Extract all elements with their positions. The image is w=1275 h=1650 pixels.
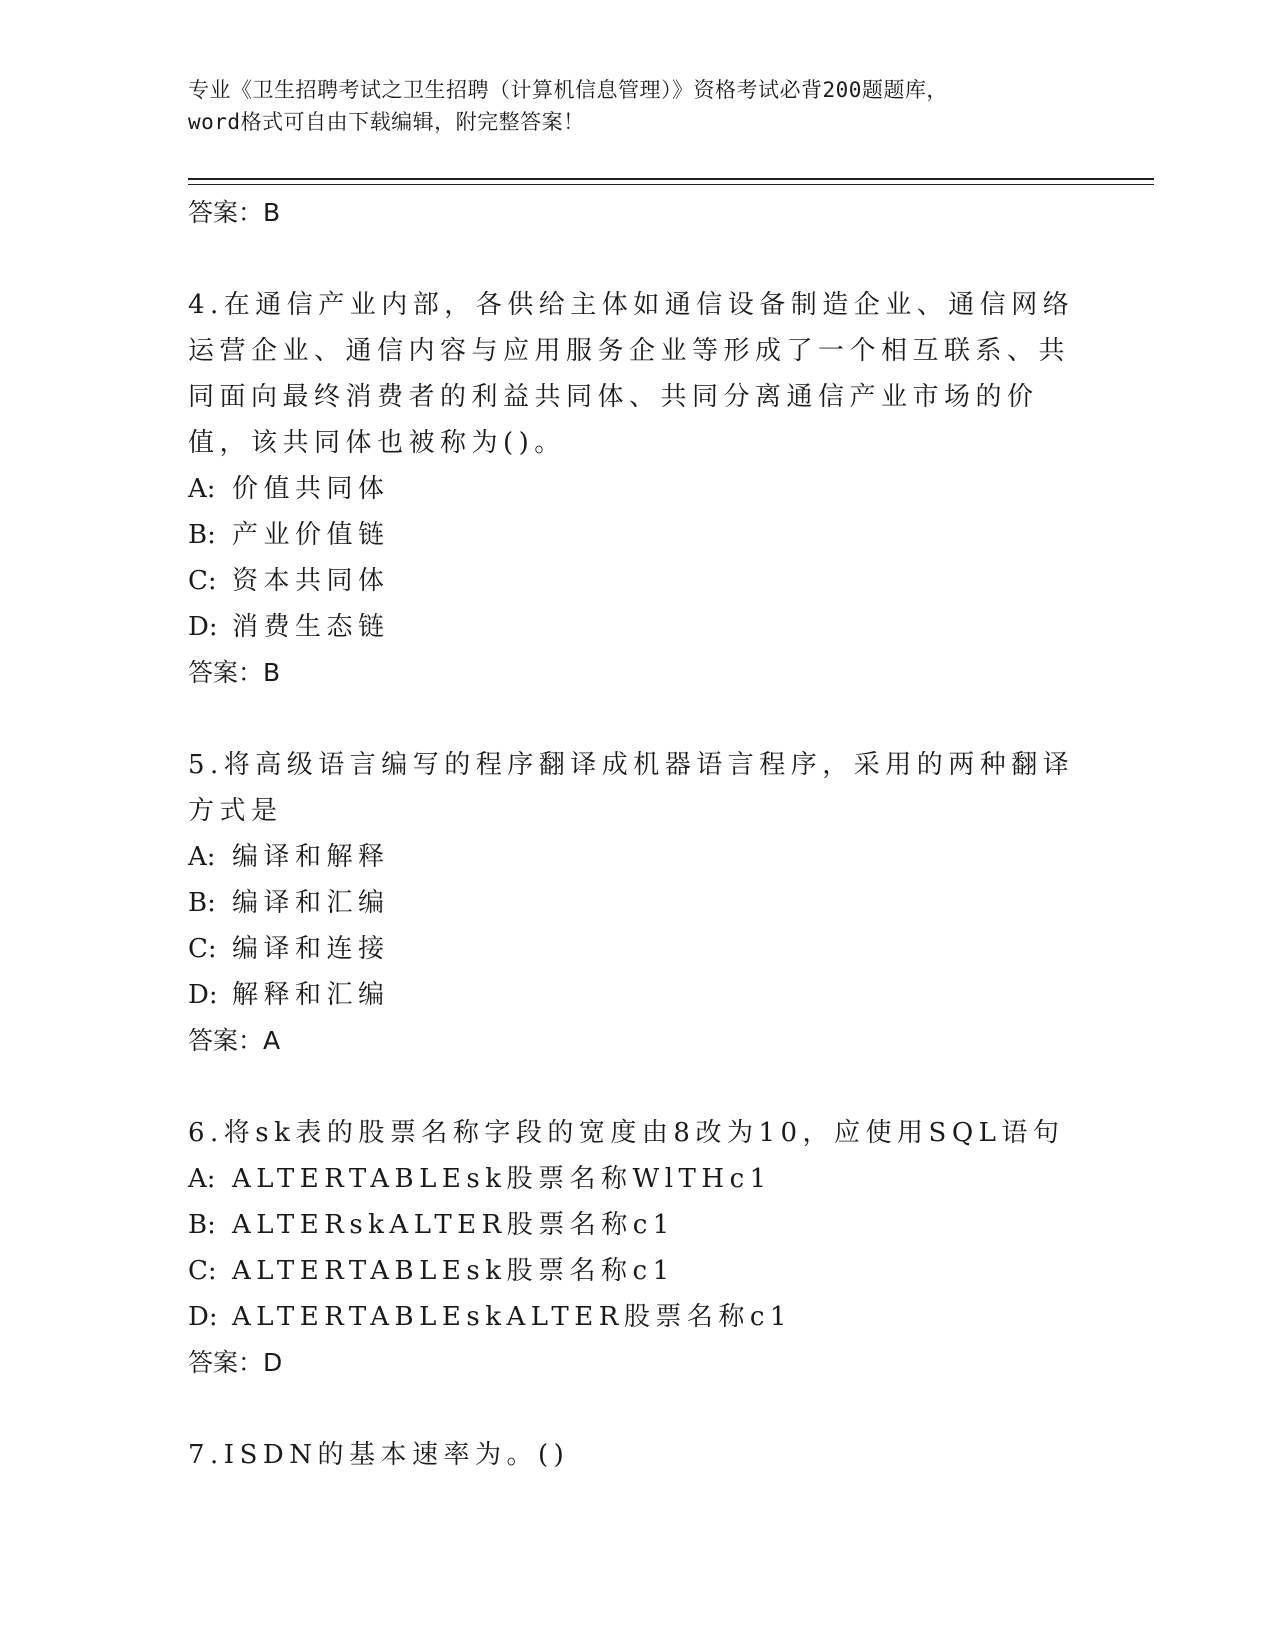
option-text: 产业价值链 <box>232 520 390 550</box>
option-text: ALTERTABLEsk股票名称c1 <box>232 1256 675 1286</box>
document-body <box>188 190 1088 1478</box>
option-text: 资本共同体 <box>232 566 390 596</box>
header-line-2: word格式可自由下载编辑，附完整答案！ <box>188 110 585 134</box>
option-key: C: <box>188 934 217 964</box>
question-6-option-c <box>188 1248 1088 1294</box>
option-key: A: <box>188 842 216 872</box>
option-text: 消费生态链 <box>232 612 390 642</box>
option-key: A: <box>188 1164 216 1194</box>
option-text: 解释和汇编 <box>232 980 390 1010</box>
question-4-option-c <box>188 558 1088 604</box>
option-key: D: <box>188 980 218 1010</box>
question-6-answer: 答案：D <box>188 1348 283 1377</box>
option-key: C: <box>188 1256 217 1286</box>
option-key: C: <box>188 566 217 596</box>
option-key: A: <box>188 474 216 504</box>
document-header <box>188 74 1088 138</box>
option-text: 编译和解释 <box>232 842 390 872</box>
question-6-stem: 6.将sk表的股票名称字段的宽度由8改为10，应使用SQL语句 <box>188 1118 1065 1148</box>
question-5-stem: 5.将高级语言编写的程序翻译成机器语言程序，采用的两种翻译方式是 <box>188 750 1075 826</box>
option-key: B: <box>188 1210 216 1240</box>
question-5-option-c <box>188 926 1088 972</box>
option-key: B: <box>188 888 216 918</box>
question-4-option-d <box>188 604 1088 650</box>
question-6-option-d <box>188 1294 1088 1340</box>
header-rule-thin <box>188 184 1154 185</box>
option-text: 编译和汇编 <box>232 888 390 918</box>
answer-previous: 答案：B <box>188 198 281 227</box>
question-6-option-a <box>188 1156 1088 1202</box>
header-rule-thick <box>188 178 1154 180</box>
question-6-option-b <box>188 1202 1088 1248</box>
question-5-option-a <box>188 834 1088 880</box>
header-line-1: 专业《卫生招聘考试之卫生招聘（计算机信息管理）》资格考试必背200题题库， <box>188 78 948 102</box>
question-4-option-a <box>188 466 1088 512</box>
question-4-answer: 答案：B <box>188 658 281 687</box>
option-text: ALTERTABLEsk股票名称WlTHc1 <box>232 1164 772 1194</box>
question-5-option-d <box>188 972 1088 1018</box>
option-key: B: <box>188 520 216 550</box>
option-text: ALTERTABLEskALTER股票名称c1 <box>232 1302 792 1332</box>
question-5-answer: 答案：A <box>188 1026 281 1055</box>
option-key: D: <box>188 612 218 642</box>
option-text: ALTERskALTER股票名称c1 <box>232 1210 675 1240</box>
question-4-stem: 4.在通信产业内部，各供给主体如通信设备制造企业、通信网络运营企业、通信内容与应用服务企业等形成了一个相互联系、共同面向最终消费者的利益共同体、共同分离通信产业市场的价值，该共同体也被称为()。 <box>188 290 1075 458</box>
question-4-option-b <box>188 512 1088 558</box>
option-key: D: <box>188 1302 218 1332</box>
question-5-option-b <box>188 880 1088 926</box>
option-text: 价值共同体 <box>232 474 390 504</box>
question-7-stem: 7.ISDN的基本速率为。() <box>188 1440 570 1470</box>
option-text: 编译和连接 <box>232 934 390 964</box>
